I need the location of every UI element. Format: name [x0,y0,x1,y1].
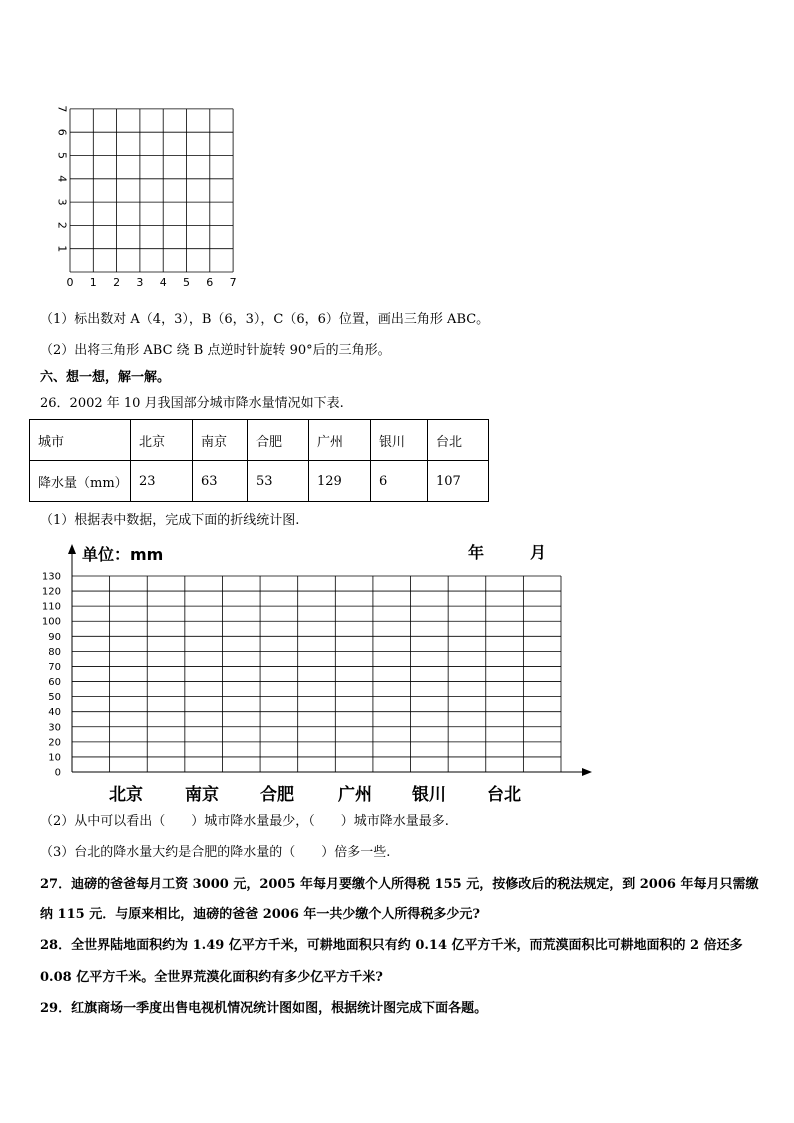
chart-y-tick-label: 40 [48,707,61,719]
table-cell: 银川 [371,420,428,461]
section-heading: 六、想一想，解一解。 [40,370,171,385]
rainfall-line-chart-grid [30,538,600,810]
x-tick-label: 1 [89,276,97,289]
y-tick-label: 4 [55,175,69,183]
x-tick-label: 5 [183,276,190,289]
q28-line2: 0.08 亿平方千米。全世界荒漠化面积约有多少亿平方千米? [40,970,383,985]
chart-y-tick-label: 80 [48,646,61,658]
chart-y-tick-labels [42,572,61,779]
table-cell: 合肥 [248,420,309,461]
table-cell: 23 [131,461,193,502]
y-tick-label: 5 [55,152,69,159]
chart-unit-label: 单位：mm [82,545,164,564]
x-tick-label: 7 [229,276,237,289]
chart-y-tick-label: 0 [54,767,61,779]
table-cell: 北京 [131,420,193,461]
q25-part1: （1）标出数对 A（4，3），B（6，3），C（6，6）位置，画出三角形 ABC。 [40,312,490,327]
q27-line2: 纳 115 元．与原来相比，迪磅的爸爸 2006 年一共少缴个人所得税多少元? [40,907,481,922]
y-tick-label: 3 [55,198,69,206]
chart-y-tick-label: 70 [48,661,61,673]
chart-y-tick-label: 130 [41,571,61,583]
grid-lines [70,109,233,272]
x-axis-arrow-icon [582,768,592,776]
table-cell: 台北 [428,420,489,461]
chart-y-tick-label: 50 [48,692,61,704]
rainfall-table [29,419,489,502]
table-cell: 63 [193,461,248,502]
x-tick-label: 3 [136,276,144,289]
x-tick-label: 0 [66,276,74,289]
chart-y-tick-label: 60 [48,677,61,689]
x-tick-label: 6 [206,276,214,289]
chart-y-tick-label: 100 [41,616,61,628]
coordinate-grid [50,100,250,290]
chart-month-label: 月 [530,543,547,562]
chart-x-category-labels [109,784,521,805]
chart-y-tick-label: 20 [48,737,61,749]
table-cell: 降水量（mm） [30,461,131,502]
chart-year-label: 年 [468,543,485,562]
chart-grid-lines [72,576,561,772]
chart-y-tick-label: 120 [41,586,61,598]
chart-y-tick-label: 110 [41,601,61,613]
y-tick-label: 6 [55,128,69,136]
q25-part2: （2）出将三角形 ABC 绕 B 点逆时针旋转 90°后的三角形。 [40,343,391,358]
q28-line1: 28．全世界陆地面积约为 1.49 亿平方千米，可耕地面积只有约 0.14 亿平方千米，而荒漠面积比可耕地面积的 2 倍还多 [40,938,743,953]
table-cell: 6 [371,461,428,502]
q26-part1: （1）根据表中数据，完成下面的折线统计图. [40,513,300,528]
y-tick-label: 7 [55,105,69,113]
chart-x-category-label: 广州 [338,785,372,805]
q26-part3: （3）台北的降水量大约是合肥的降水量的（ ）倍多一些. [40,845,391,860]
table-cell: 城市 [30,420,131,461]
table-cell: 107 [428,461,489,502]
y-tick-label: 2 [55,221,69,229]
x-axis-tick-labels [67,276,237,289]
chart-x-category-label: 北京 [109,785,143,805]
table-cell: 广州 [309,420,371,461]
x-tick-label: 4 [159,276,167,289]
table-cell: 南京 [193,420,248,461]
q29-text: 29．红旗商场一季度出售电视机情况统计图如图，根据统计图完成下面各题。 [40,1001,488,1016]
chart-axes [68,544,592,776]
x-tick-label: 2 [113,276,121,289]
table-cell: 53 [248,461,309,502]
y-axis-tick-labels [56,105,69,252]
table-header-row [30,420,489,461]
chart-x-category-label: 南京 [185,785,219,805]
y-axis-arrow-icon [68,544,76,554]
chart-y-tick-label: 10 [48,752,61,764]
chart-y-tick-label: 90 [48,631,61,643]
chart-x-category-label: 合肥 [260,785,294,805]
q26-title: 26．2002 年 10 月我国部分城市降水量情况如下表. [40,396,344,411]
table-cell: 129 [309,461,371,502]
y-tick-label: 1 [55,245,69,253]
q27-line1: 27．迪磅的爸爸每月工资 3000 元，2005 年每月要缴个人所得税 155 元，按修改后的税法规定，到 2006 年每月只需缴 [40,877,759,892]
table-row [30,461,489,502]
chart-y-tick-label: 30 [48,722,61,734]
chart-x-category-label: 银川 [412,785,446,805]
q26-part2: （2）从中可以看出（ ）城市降水量最少，（ ）城市降水量最多. [40,814,449,829]
chart-x-category-label: 台北 [487,785,521,805]
